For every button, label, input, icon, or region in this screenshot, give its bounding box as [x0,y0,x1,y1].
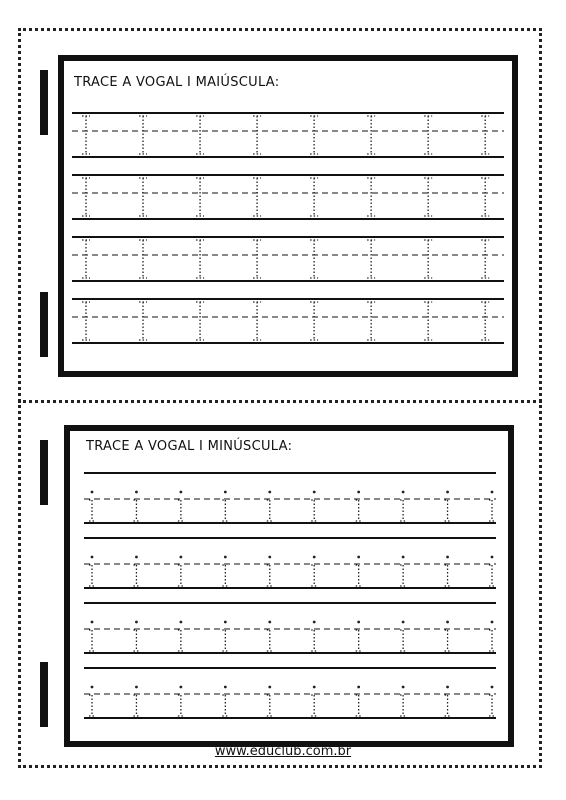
traceable-letter-i-lower [133,686,139,716]
traceable-letter-i-lower [133,491,139,521]
traceable-letter-I-upper [139,178,147,216]
traceable-letter-I-upper [196,116,204,154]
traceable-letter-i-lower [178,621,184,651]
letter-dot [357,491,360,494]
letter-dot [446,491,449,494]
letter-dot [357,556,360,559]
letter-dot [357,686,360,689]
traceable-letter-I-upper [424,240,432,278]
traceable-letter-i-lower [356,491,362,521]
traceable-letter-I-upper [310,302,318,340]
traceable-letter-I-upper [139,302,147,340]
traceable-letter-I-upper [481,240,489,278]
letter-dot [224,491,227,494]
traceable-letter-I-upper [481,302,489,340]
traceable-letter-i-lower [89,621,95,651]
traceable-letter-i-lower [489,686,495,716]
traceable-letter-I-upper [367,178,375,216]
traceable-letter-i-lower [311,491,317,521]
letter-dot [313,621,316,624]
traceable-letter-I-upper [82,302,90,340]
letter-dot [224,556,227,559]
letter-dot [179,686,182,689]
traceable-letter-i-lower [311,556,317,586]
traceable-letter-i-lower [445,686,451,716]
traceable-letter-i-lower [222,686,228,716]
traceable-letter-I-upper [82,178,90,216]
traceable-letter-I-upper [367,240,375,278]
lowercase-tracing-lines [70,431,508,741]
letter-dot [313,491,316,494]
letter-dot [446,621,449,624]
letter-dot [179,621,182,624]
letter-dot [135,491,138,494]
traceable-letter-I-upper [424,302,432,340]
traceable-letter-i-lower [222,621,228,651]
binder-mark-bottom-upper [40,292,48,357]
traceable-letter-i-lower [356,621,362,651]
letter-dot [491,491,494,494]
letter-dot [135,556,138,559]
traceable-letter-I-upper [139,116,147,154]
letter-dot [91,686,94,689]
traceable-letter-I-upper [82,240,90,278]
upper-card-title: TRACE A VOGAL I MAIÚSCULA: [74,75,280,90]
traceable-letter-i-lower [133,621,139,651]
traceable-letter-i-lower [267,686,273,716]
letter-dot [179,556,182,559]
letter-dot [446,556,449,559]
letter-dot [224,621,227,624]
letter-dot [402,491,405,494]
letter-dot [268,621,271,624]
traceable-letter-I-upper [253,178,261,216]
letter-dot [491,686,494,689]
binder-mark-top-upper [40,70,48,135]
traceable-letter-i-lower [222,556,228,586]
traceable-letter-I-upper [310,116,318,154]
traceable-letter-i-lower [222,491,228,521]
letter-dot [268,686,271,689]
traceable-letter-i-lower [311,621,317,651]
traceable-letter-i-lower [267,621,273,651]
letter-dot [135,686,138,689]
traceable-letter-I-upper [196,302,204,340]
footer-website-link[interactable]: www.educlub.com.br [214,744,352,759]
traceable-letter-I-upper [481,178,489,216]
traceable-letter-i-lower [489,491,495,521]
uppercase-tracing-lines [64,61,512,371]
lower-card-title: TRACE A VOGAL I MINÚSCULA: [86,439,293,454]
traceable-letter-i-lower [178,491,184,521]
letter-dot [446,686,449,689]
traceable-letter-i-lower [89,556,95,586]
traceable-letter-i-lower [311,686,317,716]
traceable-letter-i-lower [489,621,495,651]
traceable-letter-I-upper [196,240,204,278]
traceable-letter-i-lower [400,556,406,586]
traceable-letter-i-lower [445,491,451,521]
traceable-letter-I-upper [367,116,375,154]
letter-dot [491,556,494,559]
letter-dot [402,686,405,689]
traceable-letter-i-lower [89,491,95,521]
letter-dot [91,491,94,494]
traceable-letter-i-lower [445,621,451,651]
traceable-letter-i-lower [356,556,362,586]
traceable-letter-I-upper [196,178,204,216]
binder-mark-top-lower [40,440,48,505]
letter-dot [402,556,405,559]
traceable-letter-I-upper [310,240,318,278]
traceable-letter-i-lower [400,621,406,651]
traceable-letter-i-lower [89,686,95,716]
traceable-letter-I-upper [139,240,147,278]
traceable-letter-I-upper [253,302,261,340]
letter-dot [179,491,182,494]
traceable-letter-i-lower [267,491,273,521]
letter-dot [491,621,494,624]
traceable-letter-i-lower [400,491,406,521]
letter-dot [357,621,360,624]
lowercase-tracing-card [64,425,514,747]
traceable-letter-I-upper [310,178,318,216]
traceable-letter-I-upper [253,116,261,154]
traceable-letter-i-lower [267,556,273,586]
traceable-letter-i-lower [133,556,139,586]
traceable-letter-i-lower [356,686,362,716]
binder-mark-bottom-lower [40,662,48,727]
traceable-letter-I-upper [481,116,489,154]
traceable-letter-I-upper [253,240,261,278]
traceable-letter-i-lower [178,556,184,586]
traceable-letter-I-upper [424,116,432,154]
traceable-letter-I-upper [367,302,375,340]
traceable-letter-I-upper [82,116,90,154]
traceable-letter-i-lower [400,686,406,716]
letter-dot [313,686,316,689]
letter-dot [268,556,271,559]
letter-dot [268,491,271,494]
letter-dot [135,621,138,624]
letter-dot [91,621,94,624]
letter-dot [313,556,316,559]
letter-dot [402,621,405,624]
letter-dot [91,556,94,559]
letter-dot [224,686,227,689]
cut-out-dotted-divider [18,400,542,403]
uppercase-tracing-card [58,55,518,377]
traceable-letter-I-upper [424,178,432,216]
traceable-letter-i-lower [445,556,451,586]
traceable-letter-i-lower [178,686,184,716]
traceable-letter-i-lower [489,556,495,586]
